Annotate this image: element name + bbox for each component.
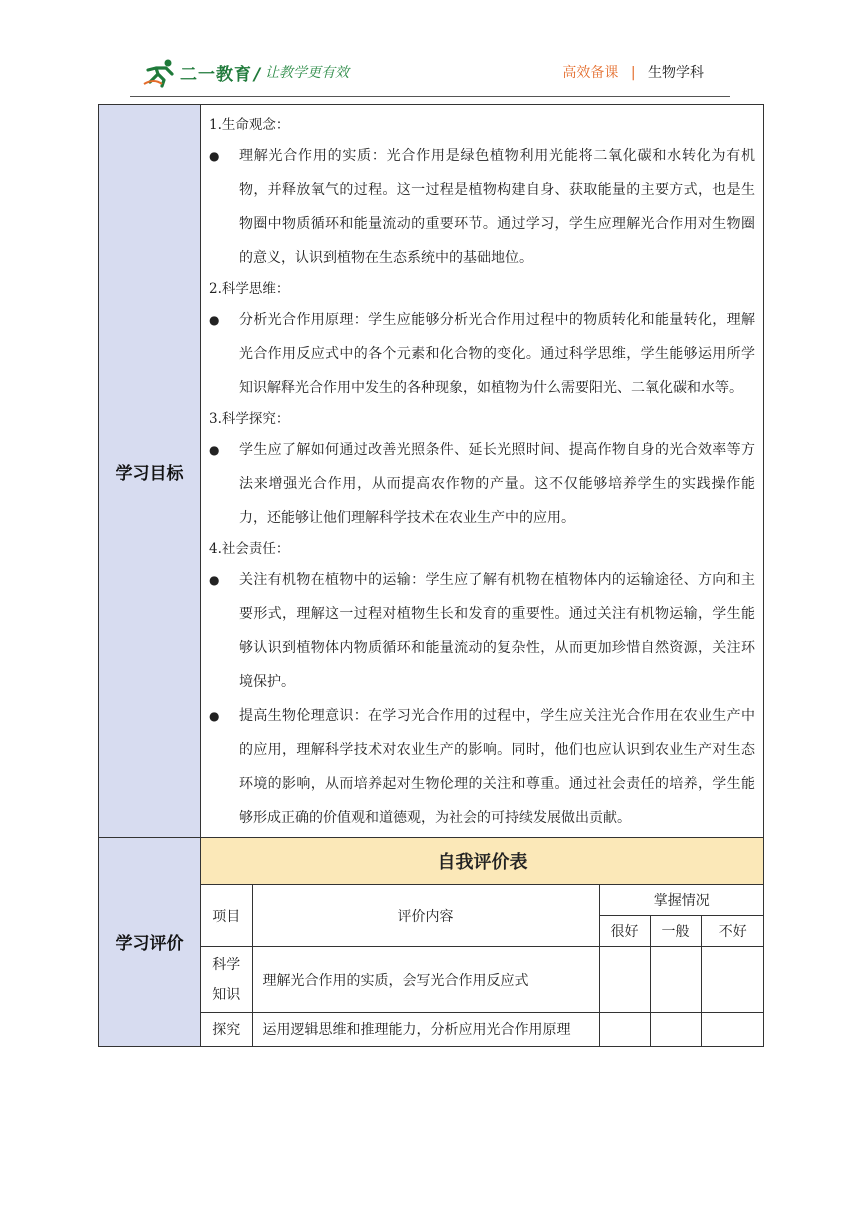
header-level-poor: 不好 <box>701 916 764 947</box>
rating-good-cell[interactable] <box>599 1013 650 1046</box>
goal-bullet <box>209 433 755 535</box>
goal-bullet-text: 分析光合作用原理：学生应能够分析光合作用过程中的物质转化和能量转化，理解光合作用反应式中的各个元素和化合物的变化。通过科学思维，学生能够运用所学知识解释光合作用中发生的各种现象，如植物为什么需要阳光、二氧化碳和水等。 <box>239 312 755 396</box>
goal-bullet-text: 理解光合作用的实质：光合作用是绿色植物利用光能将二氧化碳和水转化为有机物，并释放氧气的过程。这一过程是植物构建自身、获取能量的主要方式，也是生物圈中物质循环和能量流动的重要环节。通过学习，学生应理解光合作用对生物圈的意义，认识到植物在生态系统中的基础地位。 <box>239 148 755 266</box>
subject-label: 生物学科 <box>648 65 704 81</box>
rating-poor-cell[interactable] <box>701 947 764 1013</box>
header-mastery: 掌握情况 <box>599 885 764 916</box>
rating-average-cell[interactable] <box>650 947 701 1013</box>
table-row <box>201 1013 764 1046</box>
page-header <box>130 52 730 96</box>
table-row <box>201 947 764 1013</box>
row-item: 探究 <box>201 1013 252 1046</box>
goals-row <box>99 105 764 838</box>
goal-bullet <box>209 303 755 405</box>
goal-bullet <box>209 563 755 699</box>
bullet-dot-icon: ● <box>209 443 220 457</box>
header-level-average: 一般 <box>650 916 701 947</box>
goals-content <box>201 105 763 837</box>
goal-bullet <box>209 139 755 275</box>
header-course-info <box>562 62 704 82</box>
rating-poor-cell[interactable] <box>701 1013 764 1046</box>
brand-name: 二一教育 / <box>180 65 262 85</box>
goal-section-heading: 4.社会责任： <box>209 541 290 557</box>
rating-good-cell[interactable] <box>599 947 650 1013</box>
lesson-table <box>98 104 764 1047</box>
goal-bullet <box>209 699 755 835</box>
goal-bullet-text: 关注有机物在植物中的运输：学生应了解有机物在植物体内的运输途径、方向和主要形式，理解这一过程对植物生长和发育的重要性。通过关注有机物运输，学生能够认识到植物体内物质循环和能量流动的复杂性，从而更加珍惜自然资源，关注环境保护。 <box>239 572 755 690</box>
goals-content-cell <box>201 105 764 838</box>
row-item: 科学知识 <box>201 947 252 1013</box>
evaluation-label: 学习评价 <box>99 838 201 1047</box>
rating-average-cell[interactable] <box>650 1013 701 1046</box>
goal-section-heading: 1.生命观念： <box>209 117 290 133</box>
bullet-dot-icon: ● <box>209 709 220 723</box>
runner-logo-icon <box>142 58 180 88</box>
brand-slogan: 让教学更有效 <box>265 65 349 81</box>
goal-bullet-text: 提高生物伦理意识：在学习光合作用的过程中，学生应关注光合作用在农业生产中的应用，理解科学技术对农业生产的影响。同时，他们也应认识到农业生产对生态环境的影响，从而培养起对生物伦理的关注和尊重。通过社会责任的培养，学生能够形成正确的价值观和道德观，为社会的可持续发展做出贡献。 <box>239 708 755 826</box>
bullet-dot-icon: ● <box>209 313 220 327</box>
goals-label: 学习目标 <box>99 105 201 838</box>
self-evaluation-table <box>201 838 764 1046</box>
header-level-good: 很好 <box>599 916 650 947</box>
course-label: 高效备课 <box>562 65 619 81</box>
bullet-dot-icon: ● <box>209 149 220 163</box>
header-separator: | <box>630 65 636 81</box>
goal-section-heading: 3.科学探究： <box>209 411 290 427</box>
header-item: 项目 <box>201 885 252 947</box>
bullet-dot-icon: ● <box>209 573 220 587</box>
row-content: 理解光合作用的实质，会写光合作用反应式 <box>252 947 599 1013</box>
header-divider <box>130 96 730 97</box>
evaluation-title: 自我评价表 <box>201 838 764 885</box>
evaluation-cell <box>201 838 764 1047</box>
evaluation-row <box>99 838 764 1047</box>
goal-section-heading: 2.科学思维： <box>209 281 290 297</box>
goal-bullet-text: 学生应了解如何通过改善光照条件、延长光照时间、提高作物自身的光合效率等方法来增强光合作用，从而提高农作物的产量。这不仅能够培养学生的实践操作能力，还能够让他们理解科学技术在农业生产中的应用。 <box>239 442 755 526</box>
header-content: 评价内容 <box>252 885 599 947</box>
row-content: 运用逻辑思维和推理能力，分析应用光合作用原理 <box>252 1013 599 1046</box>
